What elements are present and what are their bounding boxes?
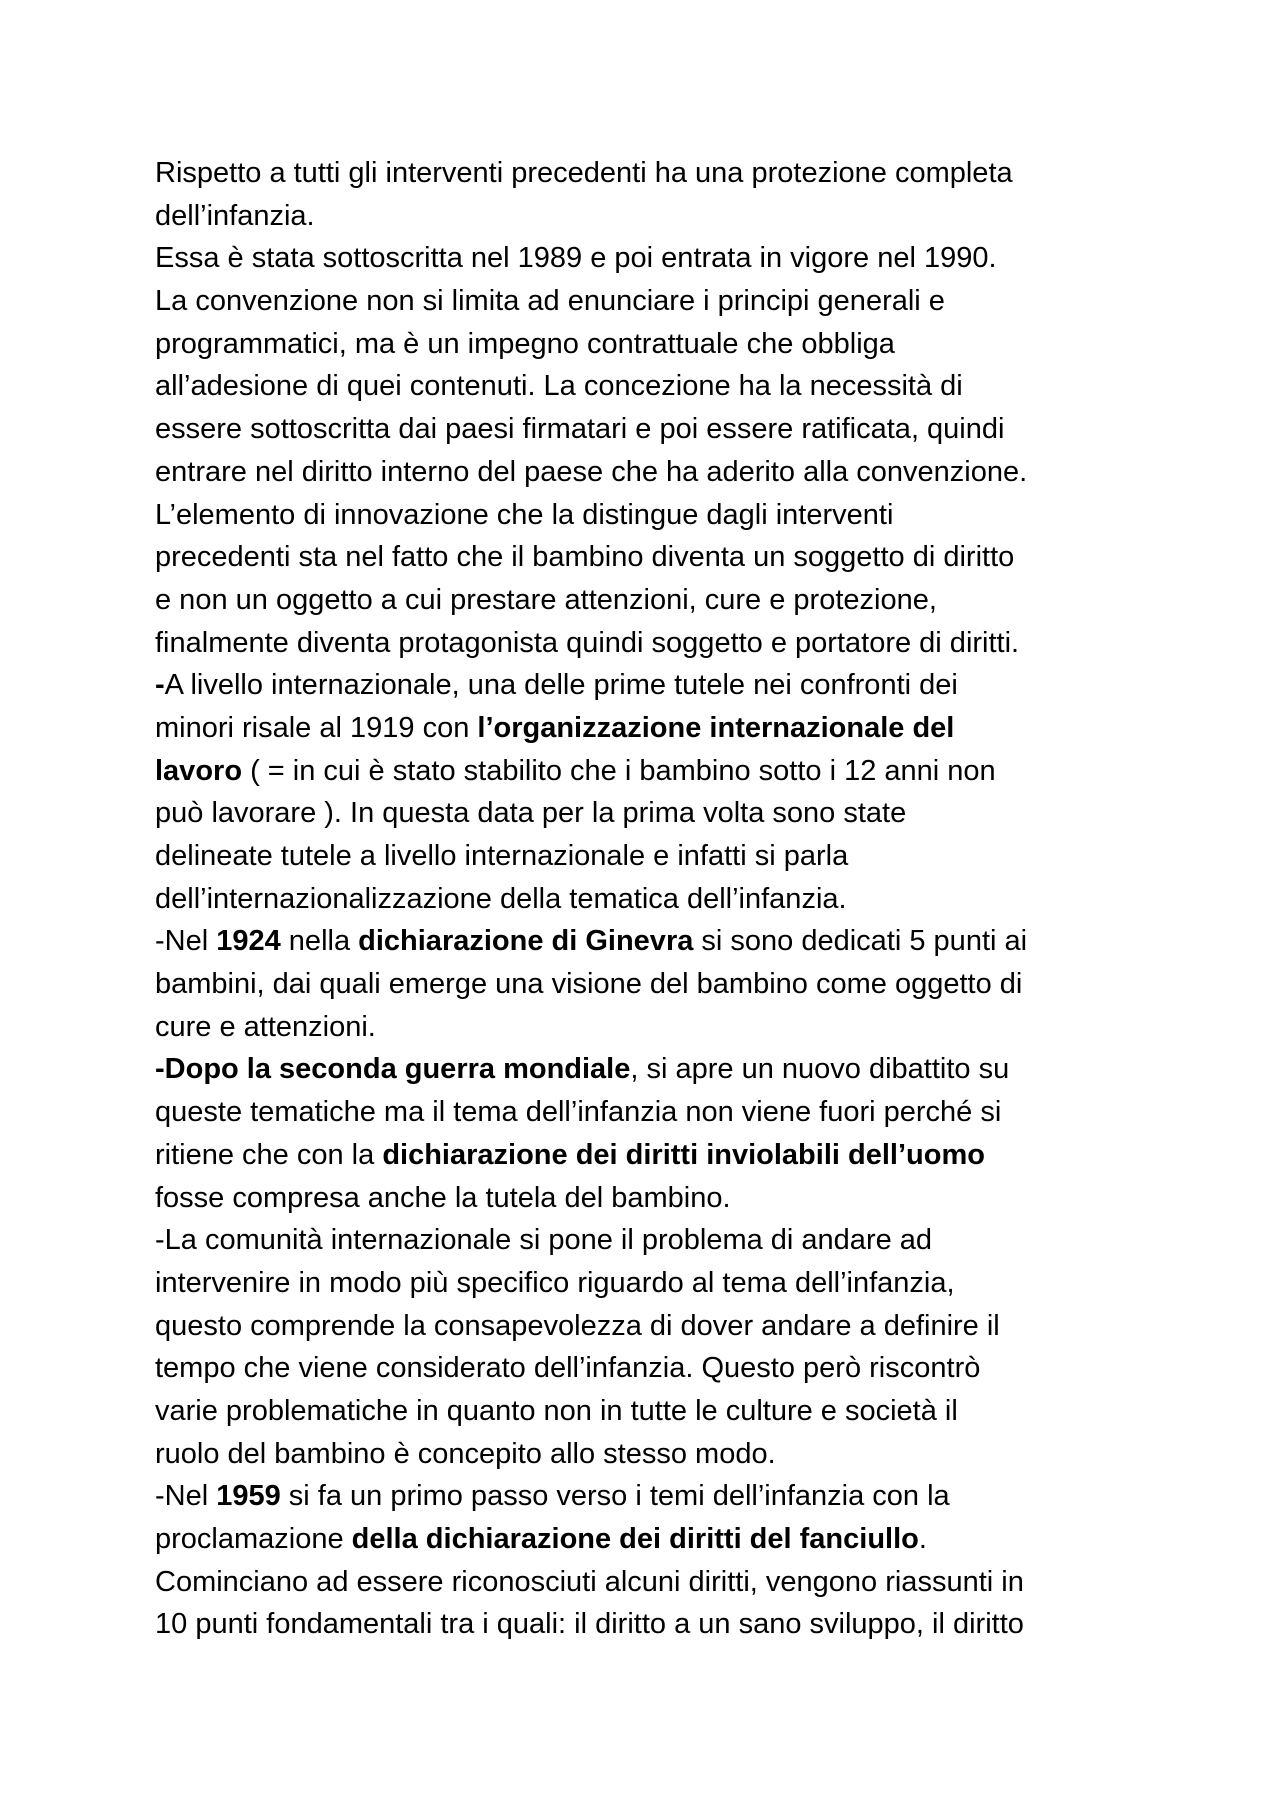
text-line — [155, 792, 1155, 835]
text-run: finalmente diventa protagonista quindi soggetto e portatore di diritti. — [155, 626, 1020, 659]
text-run: fosse compresa anche la tutela del bambino. — [155, 1181, 731, 1214]
text-line — [155, 1475, 1155, 1518]
text-run: essere sottoscritta dai paesi firmatari e poi essere ratificata, quindi — [155, 413, 1005, 446]
text-line — [155, 1561, 1155, 1604]
bold-text-run: 1959 — [216, 1480, 281, 1513]
bold-text-run: - — [155, 669, 165, 702]
bold-text-run: della dichiarazione dei diritti del fanciullo — [351, 1523, 919, 1555]
text-line — [155, 1347, 1155, 1390]
text-line — [155, 1603, 1155, 1646]
text-line — [155, 408, 1155, 451]
text-line — [155, 707, 1155, 750]
text-run: ( = in cui è stato stabilito che i bambino sotto i 12 anni non — [242, 754, 996, 787]
text-run: cure e attenzioni. — [155, 1010, 376, 1043]
text-run: varie problematiche in quanto non in tutte le culture e società il — [155, 1394, 958, 1427]
text-line — [155, 1177, 1155, 1220]
text-line — [155, 195, 1155, 238]
text-line — [155, 1006, 1155, 1049]
text-line — [155, 1134, 1155, 1177]
text-run: minori risale al 1919 con — [155, 711, 478, 744]
text-run: dell’internazionalizzazione della tematica dell’infanzia. — [155, 882, 847, 915]
text-run: ritiene che con la — [155, 1138, 383, 1171]
text-run: entrare nel diritto interno del paese che ha aderito alla convenzione. — [155, 455, 1028, 488]
text-run: tempo che viene considerato dell’infanzia. Questo però riscontrò — [155, 1352, 981, 1385]
text-run: questo comprende la consapevolezza di dover andare a definire il — [155, 1309, 1000, 1342]
text-line — [155, 750, 1155, 793]
text-line — [155, 365, 1155, 408]
text-run: 10 punti fondamentali tra i quali: il diritto a un sano sviluppo, il diritto — [155, 1608, 1024, 1641]
text-line — [155, 664, 1155, 707]
text-line — [155, 1219, 1155, 1262]
text-run: -La comunità internazionale si pone il problema di andare ad — [155, 1224, 933, 1257]
bold-text-run: dichiarazione dei diritti inviolabili dell’uomo — [382, 1138, 985, 1171]
text-line — [155, 579, 1155, 622]
text-run: L’elemento di innovazione che la distingue dagli interventi — [155, 498, 894, 531]
text-line — [155, 1390, 1155, 1433]
text-line — [155, 152, 1155, 195]
text-line — [155, 494, 1155, 537]
document-body — [155, 152, 1155, 1646]
text-run: A livello internazionale, una delle prime tutele nei confronti dei — [164, 669, 958, 702]
text-line — [155, 451, 1155, 494]
text-run: queste tematiche ma il tema dell’infanzia non viene fuori perché si — [155, 1096, 1002, 1129]
text-run: Cominciano ad essere riconosciuti alcuni diritti, vengono riassunti in — [155, 1565, 1024, 1598]
text-run: , si apre un nuovo dibattito su — [630, 1053, 1010, 1086]
text-line — [155, 878, 1155, 921]
text-run: programmatici, ma è un impegno contrattuale che obbliga — [155, 327, 895, 360]
text-run: all’adesione di quei contenuti. La concezione ha la necessità di — [155, 370, 963, 403]
bold-text-run: -Dopo la seconda guerra mondiale — [155, 1053, 631, 1086]
text-run: bambini, dai quali emerge una visione del bambino come oggetto di — [155, 968, 1023, 1001]
bold-text-run: dichiarazione di Ginevra — [358, 925, 694, 958]
text-run: può lavorare ). In questa data per la prima volta sono state — [155, 797, 907, 830]
text-line — [155, 1305, 1155, 1348]
bold-text-run: lavoro — [155, 754, 243, 787]
text-run: precedenti sta nel fatto che il bambino diventa un soggetto di diritto — [155, 541, 1015, 574]
text-run: La convenzione non si limita ad enunciare i principi generali e — [155, 285, 945, 318]
text-run: . — [918, 1523, 927, 1555]
text-run: si fa un primo passo verso i temi dell’infanzia con la — [280, 1480, 950, 1513]
text-run: dell’infanzia. — [155, 199, 315, 232]
text-run: e non un oggetto a cui prestare attenzioni, cure e protezione, — [155, 583, 937, 616]
text-run: -Nel — [155, 1480, 217, 1513]
text-line — [155, 1518, 1155, 1561]
text-line — [155, 622, 1155, 665]
text-run: si sono dedicati 5 punti ai — [693, 925, 1028, 958]
text-run: proclamazione — [155, 1523, 352, 1555]
text-line — [155, 1091, 1155, 1134]
text-run: intervenire in modo più specifico riguardo al tema dell’infanzia, — [155, 1266, 955, 1299]
text-line — [155, 1048, 1155, 1091]
text-line — [155, 280, 1155, 323]
text-run: Essa è stata sottoscritta nel 1989 e poi entrata in vigore nel 1990. — [155, 242, 997, 275]
text-line — [155, 536, 1155, 579]
text-run: delineate tutele a livello internazionale e infatti si parla — [155, 840, 849, 872]
text-line — [155, 237, 1155, 280]
text-line — [155, 920, 1155, 963]
text-run: ruolo del bambino è concepito allo stesso modo. — [155, 1437, 776, 1470]
text-line — [155, 1433, 1155, 1476]
text-run: nella — [280, 925, 359, 958]
text-line — [155, 323, 1155, 366]
text-line — [155, 1262, 1155, 1305]
text-line — [155, 835, 1155, 878]
bold-text-run: l’organizzazione internazionale del — [477, 711, 955, 744]
text-run: -Nel — [155, 925, 217, 958]
bold-text-run: 1924 — [216, 925, 281, 958]
text-run: Rispetto a tutti gli interventi precedenti ha una protezione completa — [155, 157, 1013, 189]
text-line — [155, 963, 1155, 1006]
